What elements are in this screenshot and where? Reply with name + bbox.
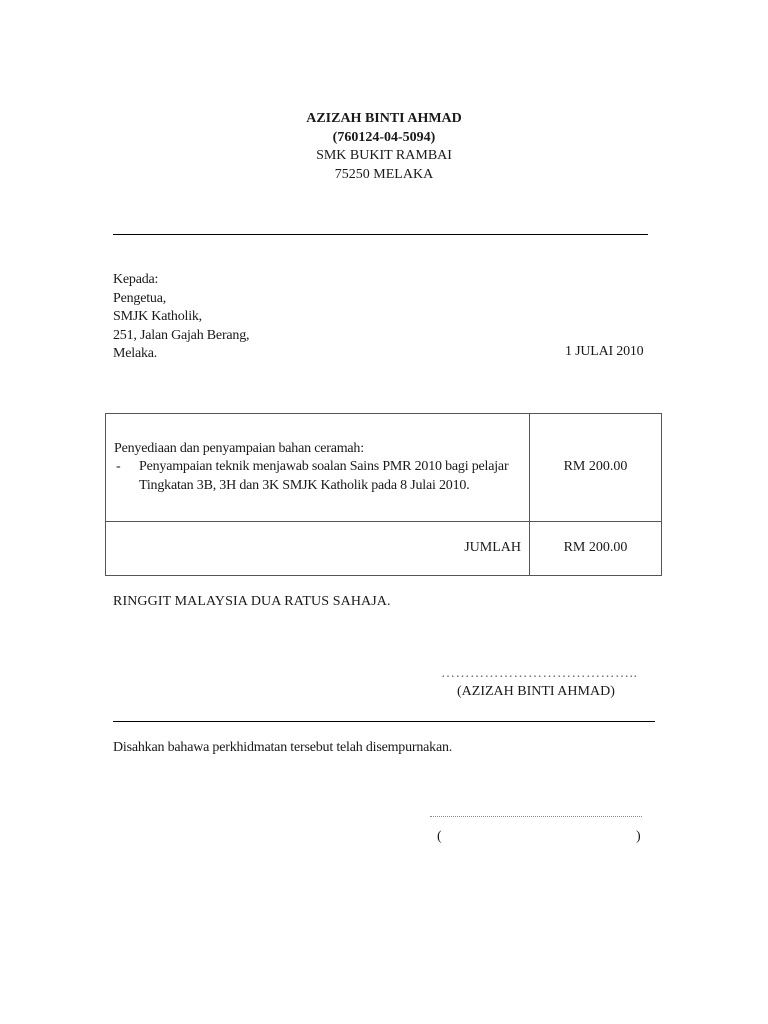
confirmation-text: Disahkan bahawa perkhidmatan tersebut telah disempurnakan. <box>113 740 453 755</box>
header-divider <box>113 234 648 235</box>
item-title: Penyediaan dan penyampaian bahan ceramah: <box>114 440 364 456</box>
confirmation-name-close-paren: ) <box>636 829 641 844</box>
sender-name: AZIZAH BINTI AHMAD <box>306 111 462 126</box>
sender-header <box>200 110 568 184</box>
table-row <box>106 414 662 522</box>
sender-address: 75250 MELAKA <box>334 166 434 182</box>
total-amount: RM 200.00 <box>530 522 662 576</box>
sender-school: SMK BUKIT RAMBAI <box>316 148 452 163</box>
signatory-name: (AZIZAH BINTI AHMAD) <box>457 684 615 699</box>
item-description-cell <box>106 414 530 522</box>
letter-date: 1 JULAI 2010 <box>565 344 644 359</box>
recipient-line: SMJK Katholik, <box>113 309 202 324</box>
recipient-line: Melaka. <box>113 346 158 361</box>
invoice-table <box>105 413 662 576</box>
item-bullet <box>114 458 519 495</box>
table-row <box>106 522 662 576</box>
recipient-block <box>113 271 249 364</box>
recipient-line: Kepada: <box>113 272 159 287</box>
item-amount: RM 200.00 <box>530 414 662 522</box>
total-label: JUMLAH <box>106 522 530 576</box>
sender-ic-number: (760124-04-5094) <box>332 129 436 145</box>
bullet-text: Penyampaian teknik menjawab soalan Sains PMR 2010 bagi pelajar Tingkatan 3B, 3H dan 3K SMJK Katholik pada 8 Julai 2010. <box>139 459 509 493</box>
bullet-dash: - <box>116 459 121 475</box>
recipient-line: Pengetua, <box>113 290 167 306</box>
confirmation-name-open-paren: ( <box>437 829 442 844</box>
amount-in-words: RINGGIT MALAYSIA DUA RATUS SAHAJA. <box>113 594 391 609</box>
section-divider <box>113 721 655 722</box>
recipient-line: 251, Jalan Gajah Berang, <box>113 327 250 343</box>
signature-line: ………………………………….. <box>441 666 638 681</box>
confirmation-signature-line <box>430 816 642 817</box>
